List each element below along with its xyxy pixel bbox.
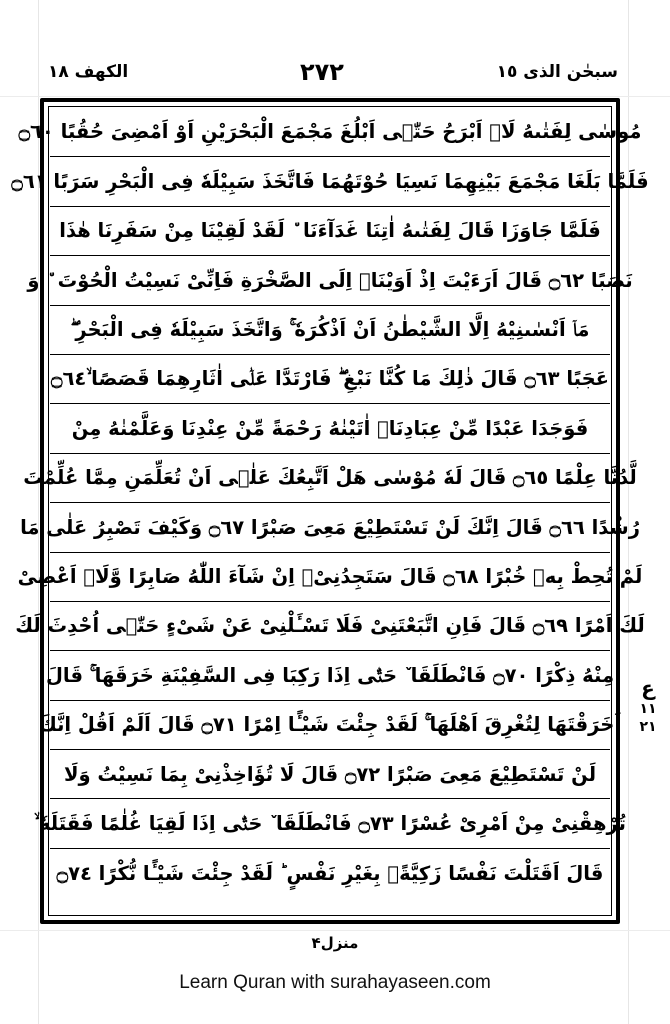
verse-text: مِنْهُ ذِكْرًا ۝٧٠ فَانْطَلَقَا ٚ حَتّٰۤى اِذَا رَكِبَا فِی السَّفِیْنَةِ خَرَقَهَا ۚ قَالَ — [45, 663, 615, 687]
text-line — [45, 651, 615, 700]
verse-text: نَصَبًا ۝٦٢ قَالَ اَرَءَیْتَ اِذْ اَوَیْنَاۤ اِلَى الصَّخْرَةِ فَاِنِّیْ نَسِیْتُ الْحُوْتَ ٘ وَ — [27, 268, 633, 292]
verse-text: اَخَرَقْتَهَا لِتُغْرِقَ اَهْلَهَا ۚ لَقَدْ جِئْتَ شَیْـًٔا اِمْرًا ۝٧١ قَالَ اَلَمْ اَقُلْ اِنَّكَ — [38, 713, 622, 737]
verse-text: مُوسٰى لِفَتٰىهُ لَاۤ اَبْرَحُ حَتّٰۤى اَبْلُغَ مَجْمَعَ الْبَحْرَیْنِ اَوْ اَمْضِیَ حُقُبًا ۝٦٠ — [18, 120, 642, 144]
text-line — [18, 108, 642, 157]
verse-text: قَالَ اَقَتَلْتَ نَفْسًا زَكِیَّةًۢ بِغَیْرِ نَفْسٍ ؕ لَقَدْ جِئْتَ شَیْـًٔا نُّكْرًا ۝٧٤ — [56, 861, 604, 885]
verse-text: فَلَمَّا بَلَغَا مَجْمَعَ بَیْنِهِمَا نَسِیَا حُوْتَهُمَا فَاتَّخَذَ سَبِیْلَهٗ فِی الْبَحْرِ سَرَبًا ۝٦١ — [11, 169, 649, 193]
text-line — [50, 207, 610, 256]
text-line — [50, 849, 610, 898]
verse-text: لَنْ تَسْتَطِیْعَ مَعِیَ صَبْرًا ۝٧٢ قَالَ لَا تُؤَاخِذْنِیْ بِمَا نَسِیْتُ وَلَا — [63, 762, 597, 786]
verse-text: تُرْهِقْنِیْ مِنْ اَمْرِیْ عُسْرًا ۝٧٣ فَانْطَلَقَا ٚ حَتّٰۤى اِذَا لَقِیَا غُلٰمًا فَقَتَلَهٗ ۙ — [34, 811, 626, 835]
manzil-label: منزل۴ — [311, 934, 359, 952]
para-name-header: سبحٰن الذی ١٥ — [496, 62, 618, 82]
text-line — [27, 256, 633, 305]
verse-text: مَاۤ اَنْسٰىنِیْهُ اِلَّا الشَّیْطٰنُ اَنْ اَذْكُرَهٗ ۚ وَاتَّخَذَ سَبِیْلَهٗ فِی الْبَحْرِ ۖ — [70, 318, 590, 341]
ruku-number: ١١ — [639, 701, 657, 717]
ruku-count: ٢١ — [639, 718, 657, 735]
ruku-glyph: ع — [641, 676, 655, 700]
text-line — [17, 553, 643, 602]
page-margin-left — [38, 0, 39, 1024]
text-line — [23, 454, 637, 503]
verse-text: رُشْدًا ۝٦٦ قَالَ اِنَّكَ لَنْ تَسْتَطِیْعَ مَعِیَ صَبْرًا ۝٦٧ وَكَیْفَ تَصْبِرُ عَلٰى مَا — [20, 515, 640, 539]
website-credit: Learn Quran with surahayaseen.com — [179, 972, 491, 993]
text-line — [11, 157, 649, 206]
verse-text: لَمْ تُحِطْ بِهٖ خُبْرًا ۝٦٨ قَالَ سَتَجِدُنِیْۤ اِنْ شَآءَ اللّٰهُ صَابِرًا وَّلَاۤ اَعْصِیْ — [17, 564, 643, 588]
footer-divider — [0, 930, 670, 931]
surah-name-header: الكهف ١٨ — [48, 62, 129, 82]
text-line — [34, 799, 626, 848]
verse-text: لَكَ اَمْرًا ۝٦٩ قَالَ فَاِنِ اتَّبَعْتَنِیْ فَلَا تَسْـَٔلْنِیْ عَنْ شَیْءٍ حَتّٰۤى اُحْدِثَ لَكَ — [15, 614, 645, 638]
text-line — [50, 404, 610, 453]
text-line — [15, 602, 645, 651]
text-line — [50, 750, 610, 799]
text-line — [38, 701, 622, 750]
header-divider — [0, 96, 670, 97]
verse-text: فَلَمَّا جَاوَزَا قَالَ لِفَتٰىهُ اٰتِنَا غَدَآءَنَا ٘ لَقَدْ لَقِیْنَا مِنْ سَفَرِنَا هٰذَا — [59, 219, 601, 243]
text-line — [20, 503, 640, 552]
text-line — [50, 306, 610, 355]
page-number: ٢٧٢ — [300, 58, 344, 86]
verse-text: عَجَبًا ۝٦٣ قَالَ ذٰلِكَ مَا كُنَّا نَبْغِ ۖ فَارْتَدَّا عَلٰۤى اٰثَارِهِمَا قَصَصًا ۙ۝٦٤ — [51, 367, 609, 391]
verse-text: فَوَجَدَا عَبْدًا مِّنْ عِبَادِنَاۤ اٰتَیْنٰهُ رَحْمَةً مِّنْ عِنْدِنَا وَعَلَّمْنٰهُ مِنْ — [71, 416, 589, 440]
ruku-marker — [627, 676, 669, 736]
text-line — [50, 355, 610, 404]
verse-text: لَّدُنَّا عِلْمًا ۝٦٥ قَالَ لَهٗ مُوْسٰى هَلْ اَتَّبِعُكَ عَلٰۤى اَنْ تُعَلِّمَنِ مِمَّا عُلِّمْتَ — [23, 466, 637, 490]
page-margin-right — [628, 0, 629, 1024]
